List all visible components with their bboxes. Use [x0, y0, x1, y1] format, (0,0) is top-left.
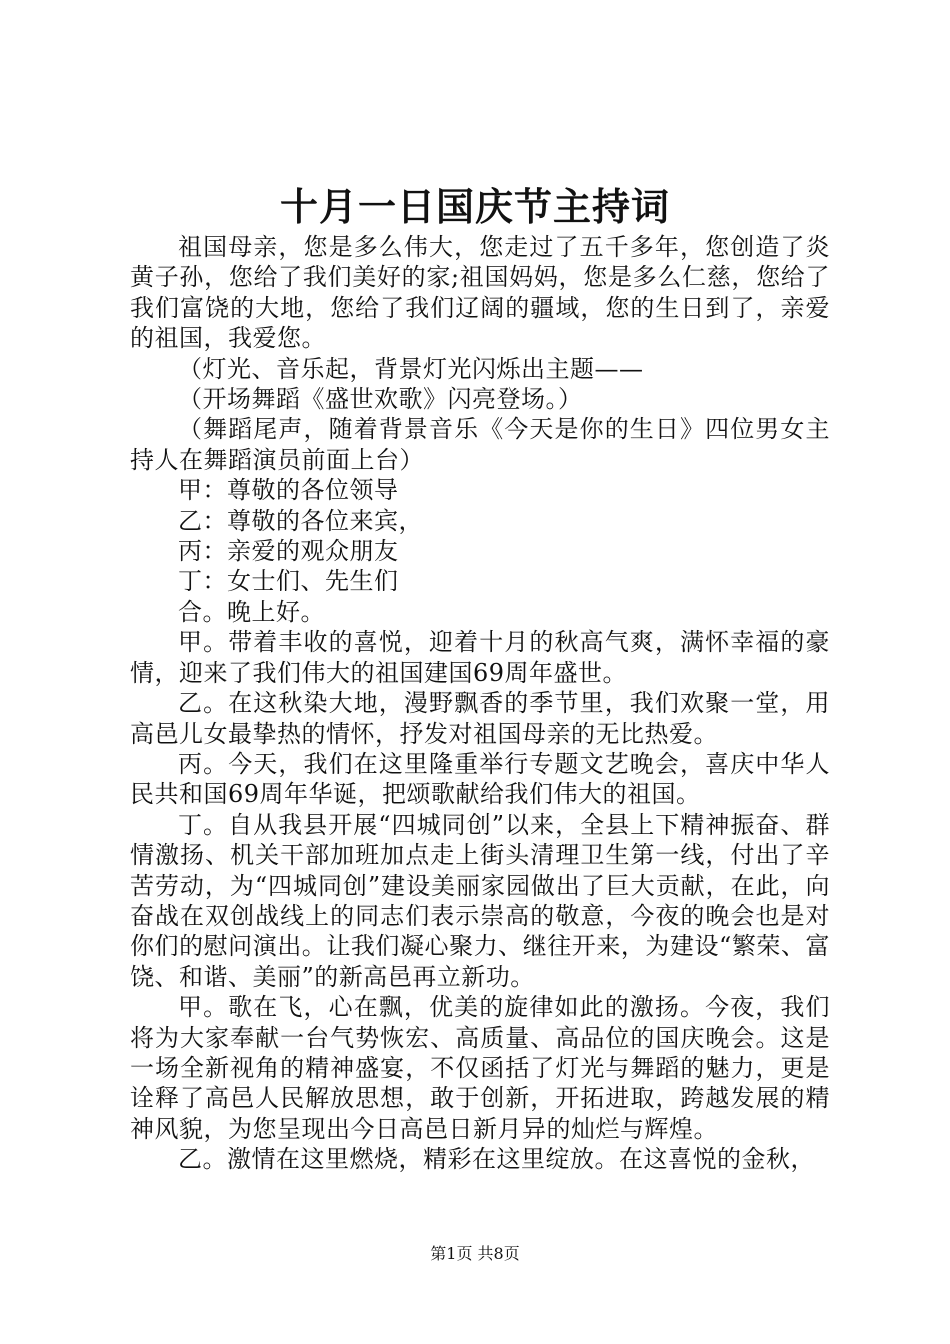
- dialogue-line: 丙：亲爱的观众朋友: [178, 537, 399, 566]
- dialogue-line: 丁。自从我县开展“四城同创”以来，全县上下精神振奋、群情激扬、机关干部加班加点走上街头清理卫生第一线，付出了辛苦劳动，为“四城同创”建设美丽家园做出了巨大贡献，在此，向奋战在双创战线上的同志们表示崇高的敬意，今夜的晚会也是对你们的慰问演出。让我们凝心聚力、继往开来，为建设“繁荣、富饶、和谐、美丽”的新高邑再立新功。: [130, 810, 830, 991]
- page-number-footer: 第1页 共8页: [430, 1244, 520, 1263]
- dialogue-line: 乙。在这秋染大地，漫野飘香的季节里，我们欢聚一堂，用高邑儿女最挚热的情怀，抒发对祖国母亲的无比热爱。: [130, 689, 830, 748]
- page-title: 十月一日国庆节主持词: [279, 184, 670, 229]
- dialogue-line: 丁：女士们、先生们: [178, 567, 399, 596]
- body-text: [130, 232, 830, 1175]
- dialogue-line: 乙：尊敬的各位来宾，: [178, 506, 423, 535]
- dialogue-line: 甲：尊敬的各位领导: [178, 476, 399, 505]
- paragraph-intro: 祖国母亲，您是多么伟大，您走过了五千多年，您创造了炎黄子孙，您给了我们美好的家;祖国妈妈，您是多么仁慈，您给了我们富饶的大地，您给了我们辽阔的疆域，您的生日到了，亲爱的祖国，我爱您。: [130, 233, 830, 353]
- stage-direction: （舞蹈尾声，随着背景音乐《今天是你的生日》四位男女主持人在舞蹈演员前面上台）: [130, 415, 830, 474]
- stage-direction: （灯光、音乐起，背景灯光闪烁出主题——: [178, 354, 644, 383]
- dialogue-line: 甲。带着丰收的喜悦，迎着十月的秋高气爽，满怀幸福的豪情，迎来了我们伟大的祖国建国69周年盛世。: [130, 628, 830, 687]
- dialogue-line: 甲。歌在飞，心在飘，优美的旋律如此的激扬。今夜，我们将为大家奉献一台气势恢宏、高质量、高品位的国庆晚会。这是一场全新视角的精神盛宴，不仅函括了灯光与舞蹈的魅力，更是诠释了高邑人民解放思想，敢于创新，开拓进取，跨越发展的精神风貌，为您呈现出今日高邑日新月异的灿烂与辉煌。: [130, 993, 830, 1143]
- dialogue-line: 合。晚上好。: [178, 597, 325, 626]
- stage-direction: （开场舞蹈《盛世欢歌》闪亮登场。）: [178, 385, 583, 414]
- dialogue-line: 乙。激情在这里燃烧，精彩在这里绽放。在这喜悦的金秋，: [178, 1145, 815, 1174]
- dialogue-line: 丙。今天，我们在这里隆重举行专题文艺晚会，喜庆中华人民共和国69周年华诞，把颂歌献给我们伟大的祖国。: [130, 749, 830, 809]
